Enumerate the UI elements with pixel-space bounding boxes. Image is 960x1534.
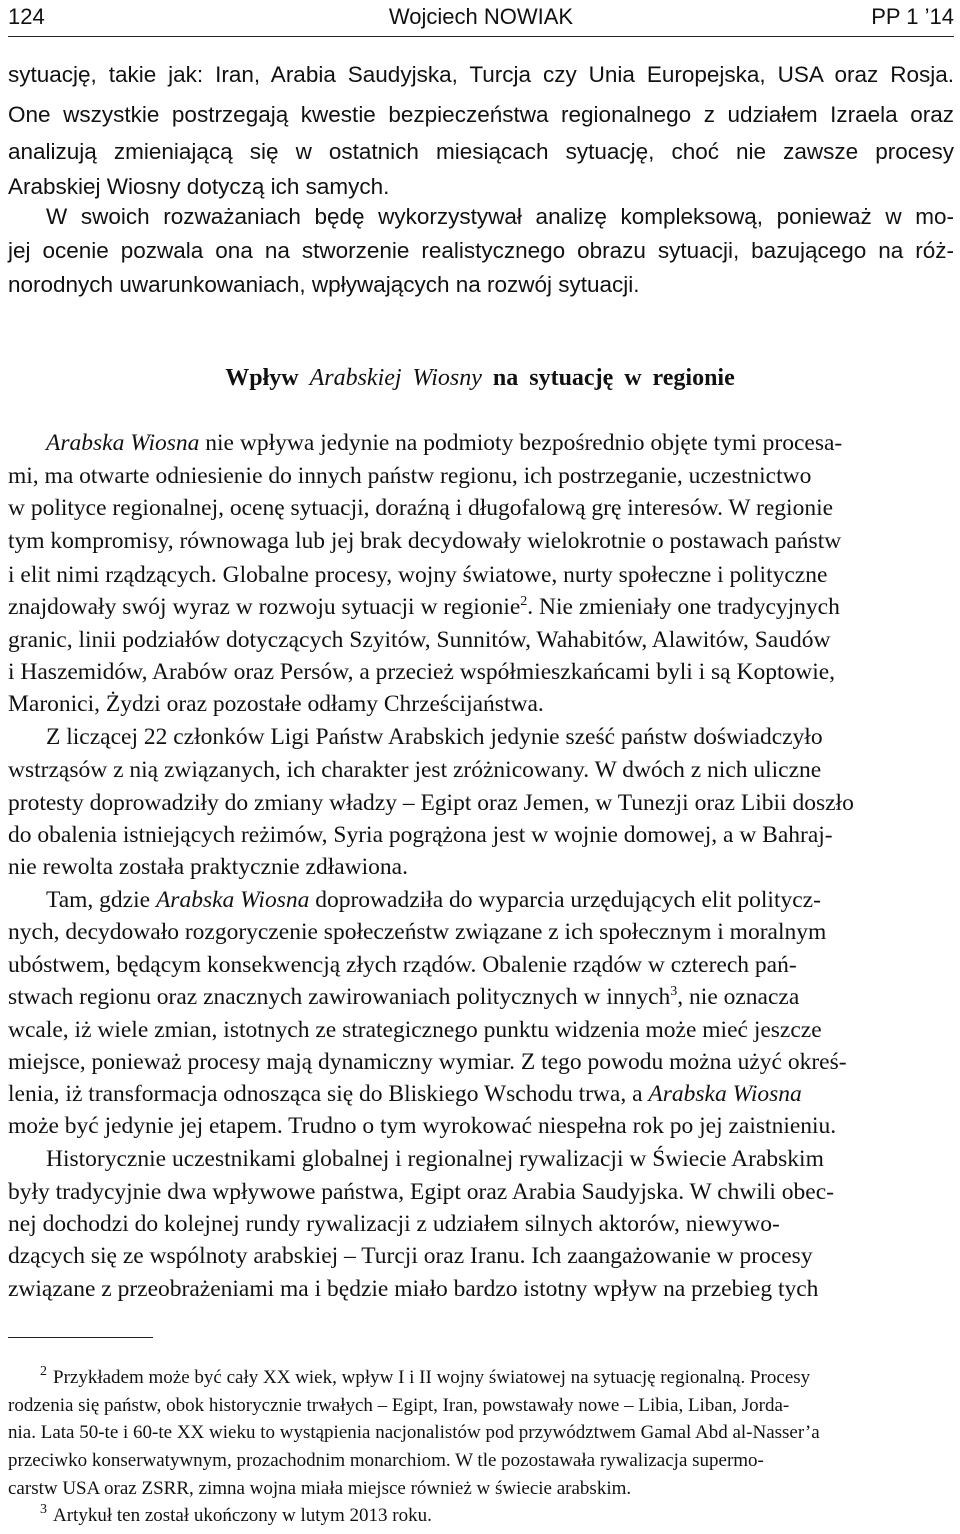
footnote-ref: 2 <box>520 594 528 609</box>
body-line: Z liczącej 22 członków Ligi Państw Arabskich jedynie sześć państw doświadczyło <box>46 724 823 750</box>
body-line: może być jedynie jej etapem. Trudno o tym wyrokować niespełna rok po jej zaistnieniu. <box>8 1113 837 1139</box>
italic-term: Arabska Wiosna <box>648 1081 802 1107</box>
body-line: były tradycyjnie dwa wpływowe państwa, Egipt oraz Arabia Saudyjska. W chwili obec- <box>8 1179 834 1205</box>
body-line <box>8 596 840 620</box>
body-text: znajdowały swój wyraz w rozwoju sytuacji w regionie <box>8 594 521 620</box>
footnote-line: nia. Lata 50-te i 60-te XX wieku to wystąpienia nacjonalistów pod przywództwem Gamal Abd al-Nasser’a <box>8 1422 820 1443</box>
page-number: 124 <box>8 4 45 29</box>
body-line: Maronici, Żydzi oraz pozostałe odłamy Chrześcijaństwa. <box>8 691 544 717</box>
footnote-number: 3 <box>40 1502 47 1517</box>
journal-issue: PP 1 ’14 <box>871 4 954 29</box>
body-line: i Haszemidów, Arabów oraz Persów, a przecież współmieszkańcami byli i są Koptowie, <box>8 659 836 685</box>
body-line: do obalenia istniejących reżimów, Syria pogrążona jest w wojnie domowej, a w Bahraj- <box>8 822 833 848</box>
body-line: Historycznie uczestnikami globalnej i regionalnej rywalizacji w Świecie Arabskim <box>46 1146 824 1172</box>
intro-line: jej ocenie pozwala ona na stworzenie realistycznego obrazu sytuacji, bazującego na róż- <box>8 238 954 263</box>
body-text: . Nie zmieniały one tradycyjnych <box>527 594 840 620</box>
body-line: mi, ma otwarte odniesienie do innych państw regionu, ich postrzeganie, uczestnictwo <box>8 463 812 489</box>
intro-line: W swoich rozważaniach będę wykorzystywał analizę kompleksową, ponieważ w mo- <box>46 204 954 229</box>
footnote-divider <box>8 1337 153 1338</box>
body-line: granic, linii podziałów dotyczących Szyitów, Sunnitów, Wahabitów, Alawitów, Saudów <box>8 627 831 653</box>
heading-suffix: na sytuację w regionie <box>492 365 735 391</box>
body-text: lenia, iż transformacja odnosząca się do Bliskiego Wschodu trwa, a <box>8 1081 649 1107</box>
body-line: tym kompromisy, równowaga lub jej brak decydowały wielokrotnie o postawach państw <box>8 528 842 554</box>
intro-line: analizują zmieniającą się w ostatnich miesiącach sytuację, choć nie zawsze procesy <box>8 139 954 164</box>
running-header <box>8 0 954 37</box>
footnote-line: carstw USA oraz ZSRR, zimna wojna miała miejsce również w świecie arabskim. <box>8 1478 632 1499</box>
footnote-ref: 3 <box>670 984 678 999</box>
intro-line: Arabskiej Wiosny dotyczą ich samych. <box>8 174 390 199</box>
body-line: miejsce, ponieważ procesy mają dynamiczny wymiar. Z tego powodu można użyć okreś- <box>8 1049 847 1075</box>
intro-line: One wszystkie postrzegają kwestie bezpieczeństwa regionalnego z udziałem Izraela oraz <box>8 102 954 127</box>
footnote-text: Artykuł ten został ukończony w lutym 2013 roku. <box>53 1505 432 1526</box>
body-line: nych, decydowało rozgoryczenie społeczeństw związane z ich społecznym i moralnym <box>8 919 827 945</box>
running-author: Wojciech NOWIAK <box>388 4 574 29</box>
body-line: związane z przeobrażeniami ma i będzie miało bardzo istotny wpływ na przebieg tych <box>8 1276 819 1302</box>
body-line <box>8 986 799 1010</box>
body-line: protesty doprowadziły do zmiany władzy – Egipt oraz Jemen, w Tunezji oraz Libii doszło <box>8 790 854 816</box>
heading-prefix: Wpływ <box>225 365 299 391</box>
body-text: doprowadziła do wyparcia urzędujących elit politycz- <box>309 887 821 913</box>
footnote-number: 2 <box>40 1364 47 1379</box>
body-text: stwach regionu oraz znacznych zawirowaniach politycznych w innych <box>8 984 671 1010</box>
italic-term: Arabska Wiosna <box>46 430 200 456</box>
body-line <box>46 889 821 913</box>
body-line: wcale, iż wiele zmian, istotnych ze strategicznego punktu widzenia może mieć jeszcze <box>8 1017 822 1043</box>
body-line: i elit nimi rządzących. Globalne procesy, wojny światowe, nurty społeczne i polityczne <box>8 562 828 588</box>
intro-line: norodnych uwarunkowaniach, wpływających na rozwój sytuacji. <box>8 272 640 297</box>
body-line: nie rewolta została praktycznie zdławiona. <box>8 854 408 880</box>
body-line: nej dochodzi do kolejnej rundy rywalizacji z udziałem silnych aktorów, niewywo- <box>8 1211 780 1237</box>
body-text: nie wpływa jedynie na podmioty bezpośrednio objęte tymi procesa- <box>199 430 843 456</box>
body-text: , nie oznacza <box>677 984 800 1010</box>
intro-line: sytuację, takie jak: Iran, Arabia Saudyjska, Turcja czy Unia Europejska, USA oraz Rosja. <box>8 62 954 87</box>
body-line: wstrząsów z nią związanych, ich charakter jest zróżnicowany. W dwóch z nich uliczne <box>8 757 822 783</box>
footnote-line: przeciwko konserwatywnym, prozachodnim monarchiom. W tle pozostawała rywalizacja supermo- <box>8 1450 764 1471</box>
section-heading <box>0 366 960 390</box>
footnote-text: Przykładem może być cały XX wiek, wpływ I i II wojny światowej na sytuację regionalną. Procesy <box>53 1367 811 1388</box>
italic-term: Arabska Wiosna <box>155 887 310 913</box>
footnote-line <box>40 1502 432 1526</box>
footnote-line: rodzenia się państw, obok historycznie trwałych – Egipt, Iran, powstawały nowe – Libia, Liban, Jorda- <box>8 1395 790 1416</box>
body-text: Tam, gdzie <box>46 887 156 913</box>
body-line <box>46 432 842 456</box>
body-line <box>8 1083 802 1107</box>
heading-italic: Arabskiej Wiosny <box>309 365 482 391</box>
body-line: w polityce regionalnej, ocenę sytuacji, doraźną i długofalową grę interesów. W regionie <box>8 495 834 521</box>
footnote-line <box>40 1364 811 1388</box>
body-line: dzących się ze wspólnoty arabskiej – Turcji oraz Iranu. Ich zaangażowanie w procesy <box>8 1243 813 1269</box>
body-line: ubóstwem, będącym konsekwencją złych rządów. Obalenie rządów w czterech pań- <box>8 952 797 978</box>
